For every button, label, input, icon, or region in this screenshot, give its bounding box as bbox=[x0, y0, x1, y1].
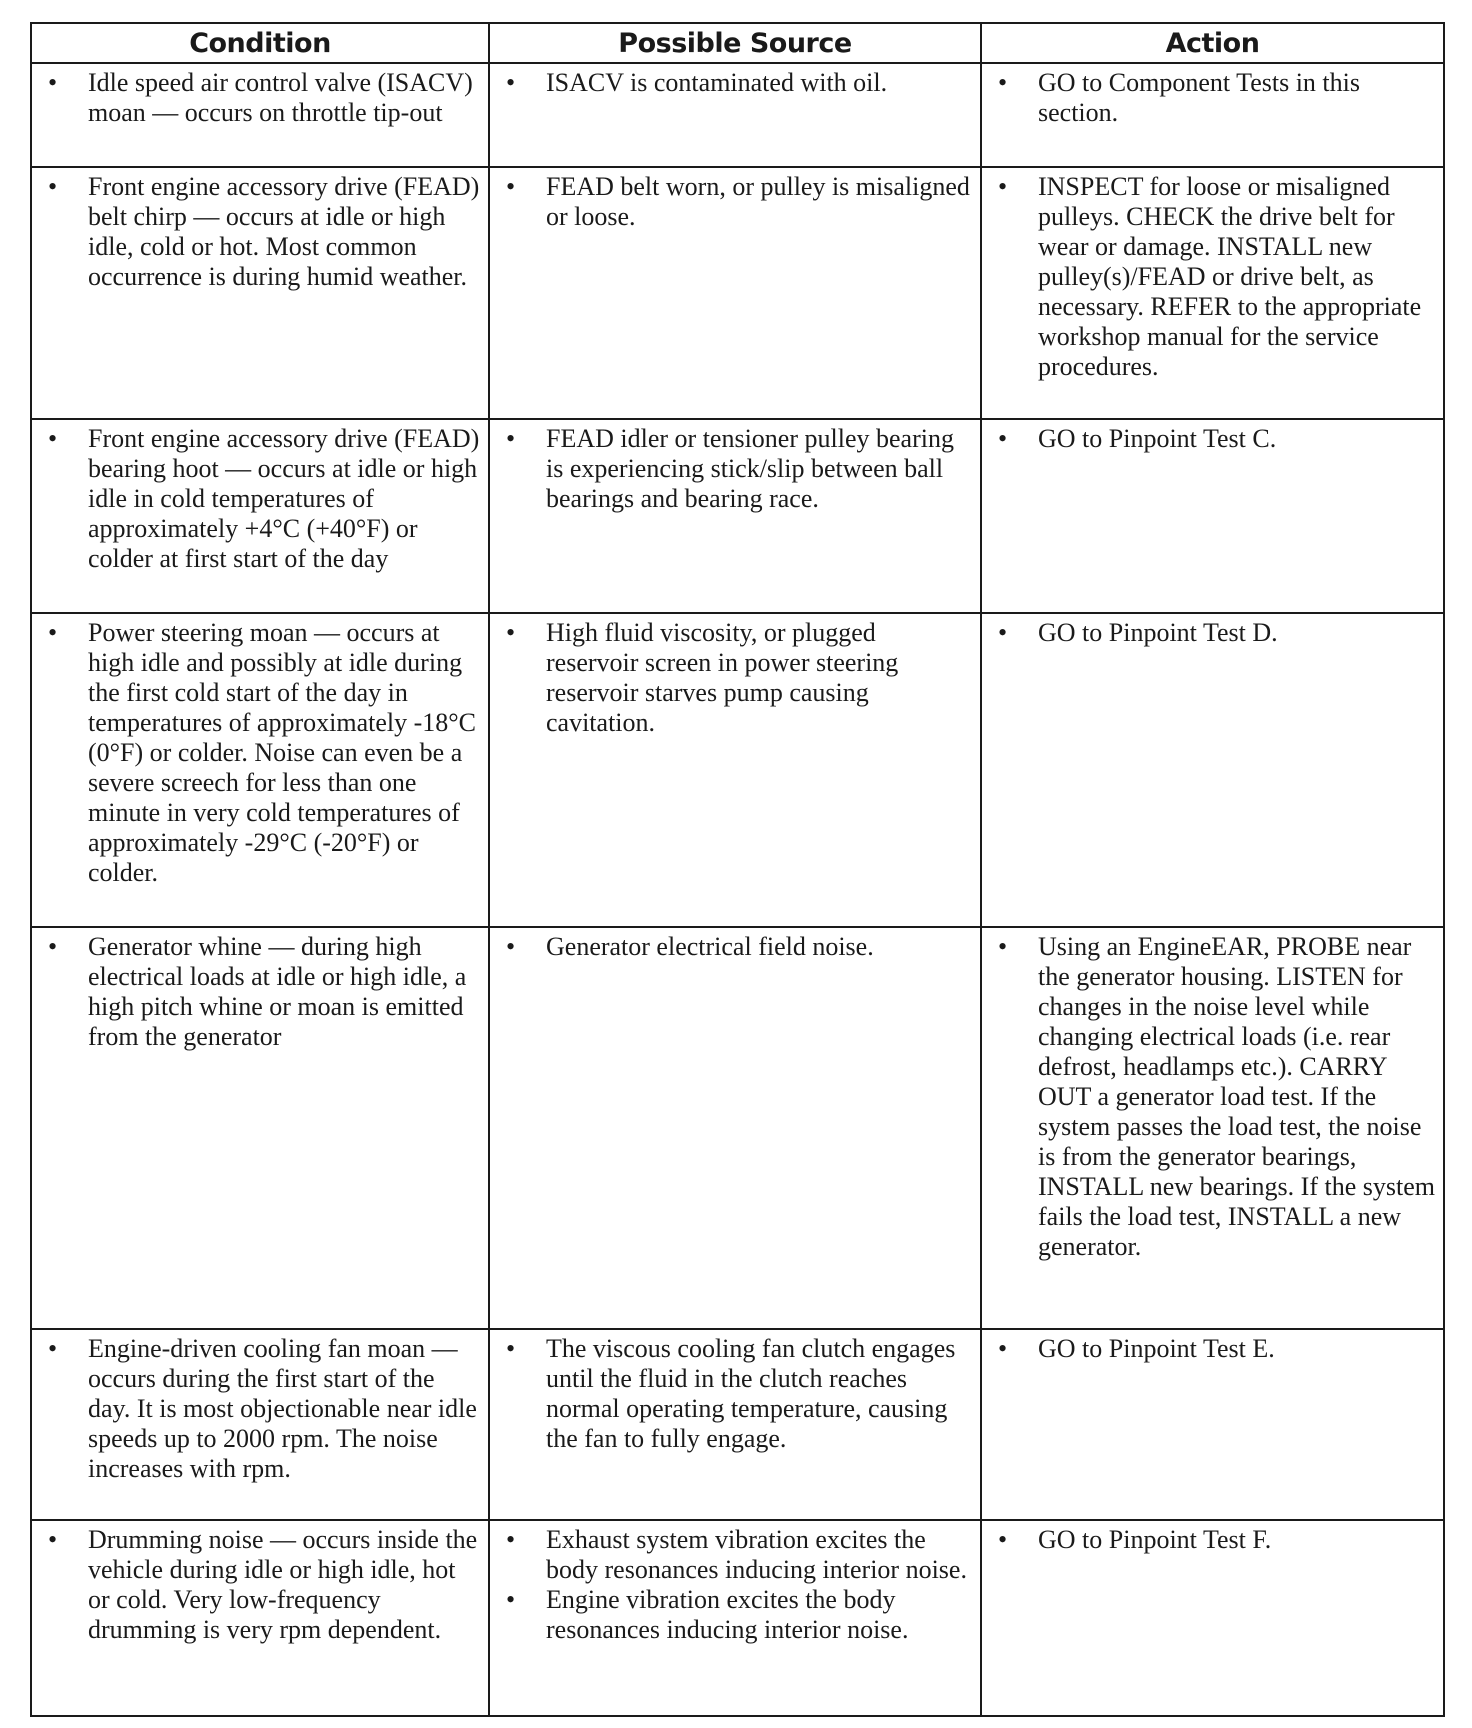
table-row bbox=[31, 1520, 1444, 1716]
table-row bbox=[31, 927, 1444, 1329]
action-cell bbox=[981, 613, 1444, 927]
action-text: • GO to Pinpoint Test F. bbox=[996, 1525, 1435, 1555]
condition-cell bbox=[31, 613, 489, 927]
header-possible-source: Possible Source bbox=[489, 23, 981, 63]
condition-text: • Power steering moan — occurs at high idle and possibly at idle during the first cold start of the day in temperatures of approximately -18°C (0°F) or colder. Noise can even be a severe screech for less than one minute in very cold temperatures of approximately -29°C (-20°F) or colder. bbox=[46, 618, 480, 888]
condition-text: • Front engine accessory drive (FEAD) belt chirp — occurs at idle or high idle, cold or hot. Most common occurrence is during humid weather. bbox=[46, 172, 480, 292]
source-cell bbox=[489, 167, 981, 419]
action-cell bbox=[981, 1520, 1444, 1716]
condition-text: • Engine-driven cooling fan moan — occurs during the first start of the day. It is most objectionable near idle speeds up to 2000 rpm. The noise increases with rpm. bbox=[46, 1334, 480, 1484]
condition-cell bbox=[31, 1520, 489, 1716]
source-cell bbox=[489, 63, 981, 167]
condition-cell bbox=[31, 1329, 489, 1520]
condition-cell bbox=[31, 419, 489, 613]
table-row bbox=[31, 63, 1444, 167]
source-text: • Generator electrical field noise. bbox=[504, 932, 972, 962]
header-condition: Condition bbox=[31, 23, 489, 63]
action-text: • GO to Pinpoint Test E. bbox=[996, 1334, 1435, 1364]
header-row bbox=[31, 23, 1444, 63]
table-row bbox=[31, 613, 1444, 927]
table-header bbox=[31, 23, 1444, 63]
table-row bbox=[31, 167, 1444, 419]
source-text: • FEAD belt worn, or pulley is misaligned or loose. bbox=[504, 172, 972, 232]
condition-text: • Idle speed air control valve (ISACV) moan — occurs on throttle tip-out bbox=[46, 68, 480, 128]
action-text: • GO to Pinpoint Test D. bbox=[996, 618, 1435, 648]
action-text: • Using an EngineEAR, PROBE near the generator housing. LISTEN for changes in the noise level while changing electrical loads (i.e. rear defrost, headlamps etc.). CARRY OUT a generator load test. If the system passes the load test, the noise is from the generator bearings, INSTALL new bearings. If the system fails the load test, INSTALL a new generator. bbox=[996, 932, 1435, 1262]
action-text: • GO to Component Tests in this section. bbox=[996, 68, 1435, 128]
diagnosis-table bbox=[30, 22, 1445, 1717]
source-text: • Exhaust system vibration excites the body resonances inducing interior noise. bbox=[504, 1525, 972, 1585]
action-cell bbox=[981, 1329, 1444, 1520]
source-cell bbox=[489, 419, 981, 613]
condition-cell bbox=[31, 927, 489, 1329]
source-text: • The viscous cooling fan clutch engages until the fluid in the clutch reaches normal operating temperature, causing the fan to fully engage. bbox=[504, 1334, 972, 1454]
condition-text: • Drumming noise — occurs inside the vehicle during idle or high idle, hot or cold. Very low-frequency drumming is very rpm dependent. bbox=[46, 1525, 480, 1645]
action-text: • INSPECT for loose or misaligned pulleys. CHECK the drive belt for wear or damage. INSTALL new pulley(s)/FEAD or drive belt, as necessary. REFER to the appropriate workshop manual for the service procedures. bbox=[996, 172, 1435, 382]
condition-text: • Generator whine — during high electrical loads at idle or high idle, a high pitch whine or moan is emitted from the generator bbox=[46, 932, 480, 1052]
source-text: • ISACV is contaminated with oil. bbox=[504, 68, 972, 98]
source-cell bbox=[489, 1520, 981, 1716]
source-text: • FEAD idler or tensioner pulley bearing is experiencing stick/slip between ball bearings and bearing race. bbox=[504, 424, 972, 514]
table-row bbox=[31, 1329, 1444, 1520]
condition-cell bbox=[31, 63, 489, 167]
source-cell bbox=[489, 927, 981, 1329]
table-row bbox=[31, 419, 1444, 613]
source-text: • High fluid viscosity, or plugged reservoir screen in power steering reservoir starves pump causing cavitation. bbox=[504, 618, 972, 738]
header-action: Action bbox=[981, 23, 1444, 63]
source-text: • Engine vibration excites the body resonances inducing interior noise. bbox=[504, 1585, 972, 1645]
source-cell bbox=[489, 613, 981, 927]
table-body bbox=[31, 63, 1444, 1716]
condition-cell bbox=[31, 167, 489, 419]
action-cell bbox=[981, 63, 1444, 167]
action-cell bbox=[981, 419, 1444, 613]
action-text: • GO to Pinpoint Test C. bbox=[996, 424, 1435, 454]
source-cell bbox=[489, 1329, 981, 1520]
action-cell bbox=[981, 167, 1444, 419]
condition-text: • Front engine accessory drive (FEAD) bearing hoot — occurs at idle or high idle in cold temperatures of approximately +4°C (+40°F) or colder at first start of the day bbox=[46, 424, 480, 574]
action-cell bbox=[981, 927, 1444, 1329]
